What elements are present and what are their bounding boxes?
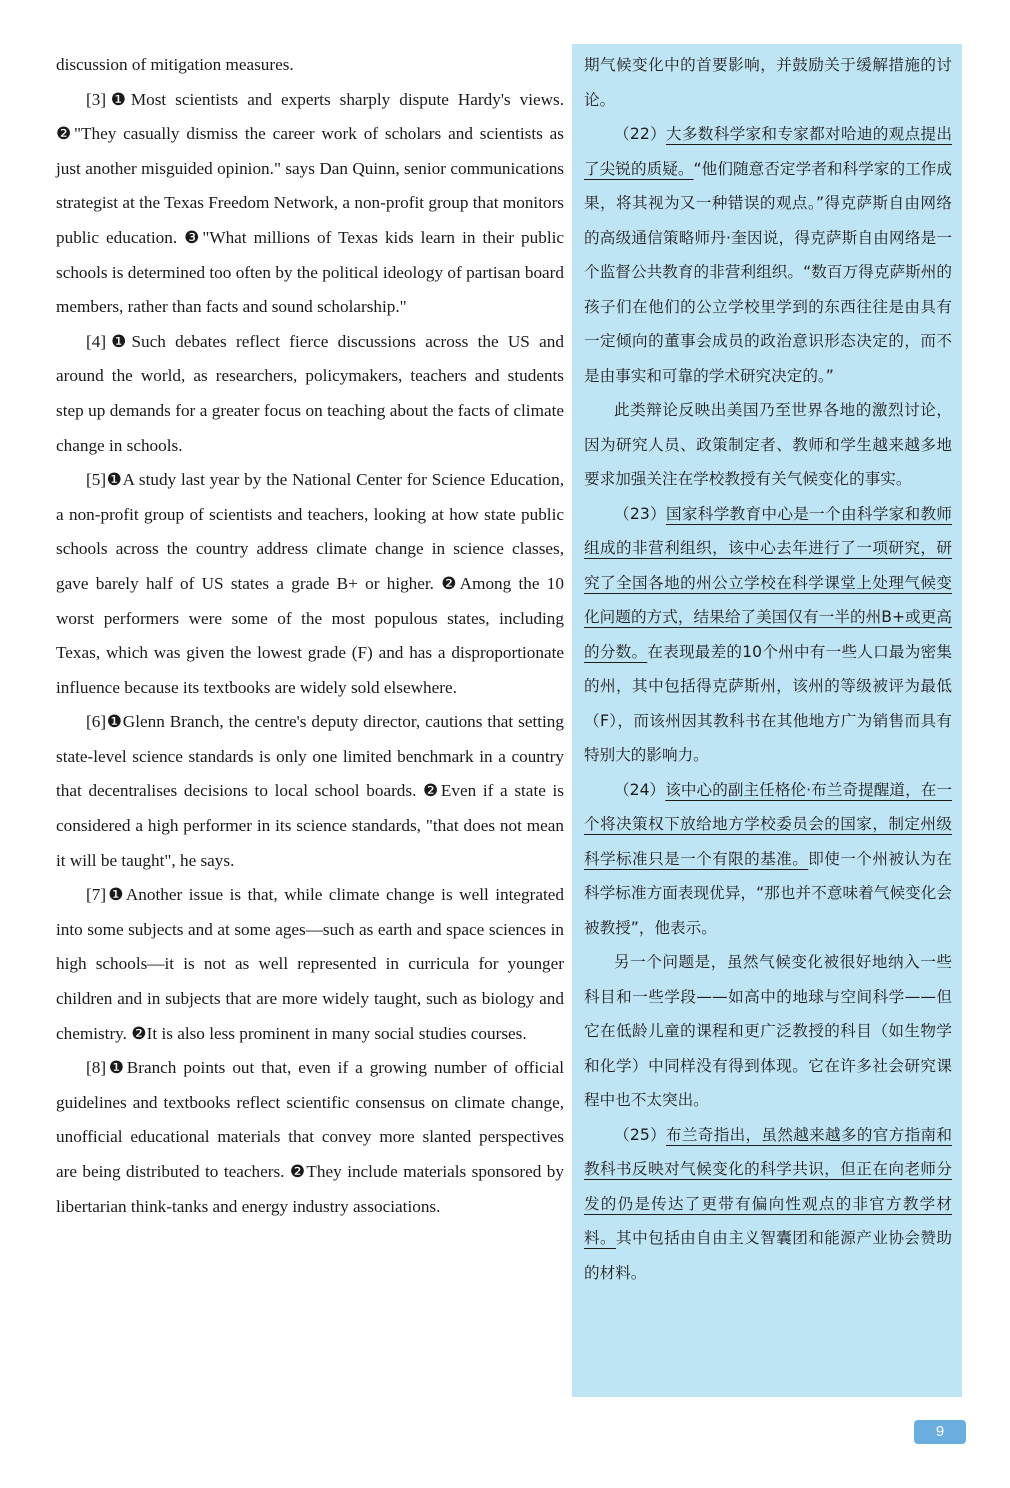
chinese-paragraph-8 (584, 1118, 952, 1291)
page-number-badge: 9 (914, 1420, 966, 1444)
chinese-paragraph-6-rest: 即使一个州被认为在科学标准方面表现优异，“那也并不意味着气候变化会被教授”，他表示。 (584, 849, 952, 937)
question-number-24: （24） (614, 780, 666, 799)
question-number-23: （23） (614, 504, 666, 523)
english-column (56, 48, 564, 1224)
chinese-paragraph-4: 此类辩论反映出美国乃至世界各地的激烈讨论，因为研究人员、政策制定者、教师和学生越来越多地要求加强关注在学校教授有关气候变化的事实。 (584, 401, 952, 488)
english-paragraph-3: [3]❶Most scientists and experts sharply dispute Hardy's views. ❷"They casually dismiss the career work of scholars and scientists as just another misguided opinion." says Dan Quinn, senior communications strategist at the Texas Freedom Network, a non-profit group that monitors public education. ❸"What millions of Texas kids learn in their public schools is determined too often by the political ideology of partisan board members, rather than facts and sound scholarship." (56, 89, 564, 317)
chinese-paragraph-7: 另一个问题是，虽然气候变化被很好地纳入一些科目和一些学段——如高中的地球与空间科学——但它在低龄儿童的课程和更广泛教授的科目（如生物学和化学）中同样没有得到体现。它在许多社会研究课程中也不太突出。 (584, 953, 952, 1109)
chinese-paragraph-5-rest: 在表现最差的10个州中有一些人口最为密集的州，其中包括得克萨斯州，该州的等级被评为最低（F），而该州因其教科书在其他地方广为销售而具有特别大的影响力。 (584, 642, 952, 764)
english-paragraph-8: [8]❶Branch points out that, even if a growing number of official guidelines and textbooks reflect scientific consensus on climate change, unofficial educational materials that convey more slanted perspectives are being distributed to teachers. ❷They include materials sponsored by libertarian think-tanks and energy industry associations. (56, 1058, 564, 1216)
chinese-paragraph-6 (584, 773, 952, 946)
answer-underline-24: 该中心的副主任格伦·布兰奇提醒道，在一个将决策权下放给地方学校委员会的国家，制定州级科学标准只是一个有限的基准。 (584, 780, 952, 868)
chinese-paragraph-3-rest: “他们随意否定学者和科学家的工作成果，将其视为又一种错误的观点。”得克萨斯自由网络的高级通信策略师丹·奎因说，得克萨斯自由网络是一个监督公共教育的非营利组织。“数百万得克萨斯州的孩子们在他们的公立学校里学到的东西往往是由具有一定倾向的董事会成员的政治意识形态决定的，而不是由事实和可靠的学术研究决定的。” (584, 159, 952, 385)
answer-underline-25: 布兰奇指出，虽然越来越多的官方指南和教科书反映对气候变化的科学共识，但正在向老师分发的仍是传达了更带有偏向性观点的非官方教学材料。 (584, 1125, 952, 1247)
answer-underline-23: 国家科学教育中心是一个由科学家和教师组成的非营利组织，该中心去年进行了一项研究，研究了全国各地的州公立学校在科学课堂上处理气候变化问题的方式，结果给了美国仅有一半的州B+或更高的分数。 (584, 504, 952, 661)
question-number-25: （25） (614, 1125, 666, 1144)
answer-underline-22: 大多数科学家和专家都对哈迪的观点提出了尖锐的质疑。 (584, 125, 952, 178)
english-paragraph-7: [7]❶Another issue is that, while climate change is well integrated into some subjects and at some ages—such as earth and space sciences in high schools—it is not as well represented in curricula for younger children and in subjects that are more widely taught, such as biology and chemistry. ❷It is also less prominent in many social studies courses. (56, 885, 564, 1043)
chinese-paragraph-continued: 期气候变化中的首要影响，并鼓励关于缓解措施的讨论。 (584, 56, 952, 109)
english-paragraph-6: [6]❶Glenn Branch, the centre's deputy director, cautions that setting state-level science standards is only one limited benchmark in a country that decentralises decisions to local school boards. ❷Even if a state is considered a high performer in its science standards, "that does not mean it will be taught", he says. (56, 712, 564, 870)
chinese-translation-panel (572, 44, 962, 1397)
question-number-22: （22） (614, 125, 666, 143)
english-paragraph-5: [5]❶A study last year by the National Center for Science Education, a non-profit group of scientists and teachers, looking at how state public schools across the country address climate change in science classes, gave barely half of US states a grade B+ or higher. ❷Among the 10 worst performers were some of the most populous states, including Texas, which was given the lowest grade (F) and has a disproportionate influence because its textbooks are widely sold elsewhere. (56, 470, 564, 697)
chinese-paragraph-5 (584, 497, 952, 773)
chinese-paragraph-3 (584, 117, 952, 393)
english-paragraph-continued: discussion of mitigation measures. (56, 55, 294, 74)
english-paragraph-4: [4]❶Such debates reflect fierce discussions across the US and around the world, as researchers, policymakers, teachers and students step up demands for a greater focus on teaching about the facts of climate change in schools. (56, 331, 564, 455)
chinese-paragraph-8-rest: 其中包括由自由主义智囊团和能源产业协会赞助的材料。 (584, 1229, 952, 1282)
